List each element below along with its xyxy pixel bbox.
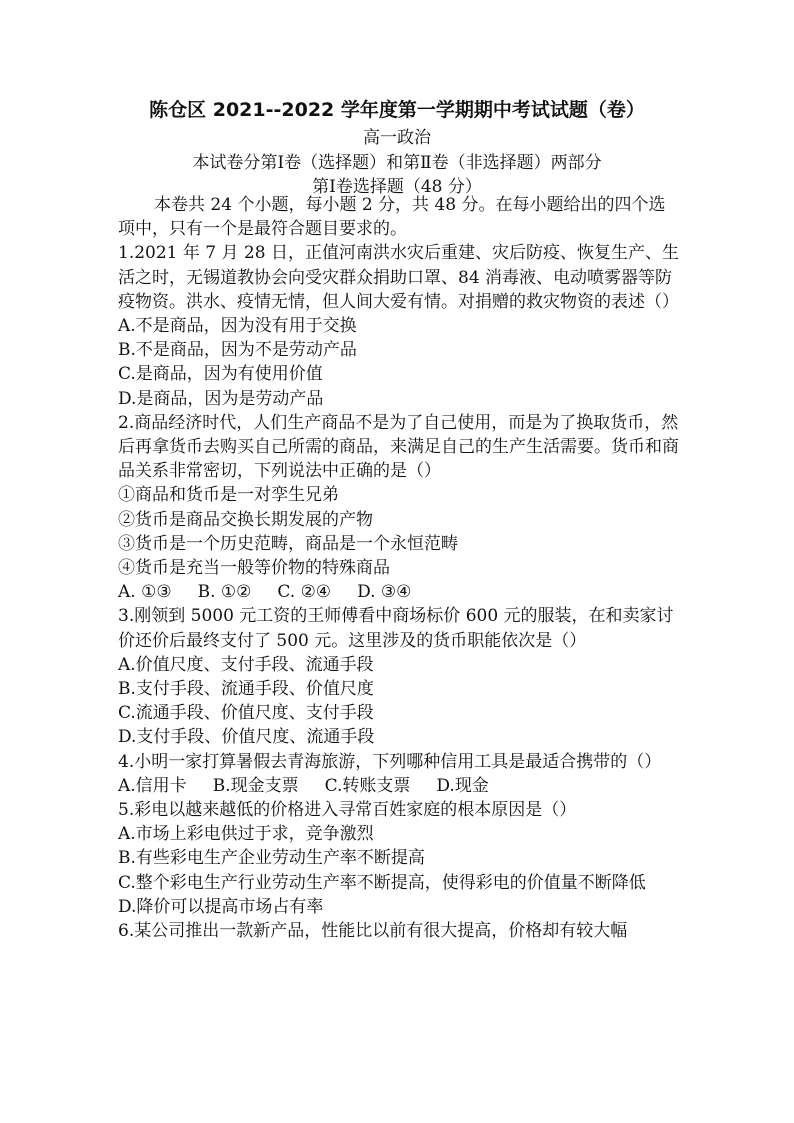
exam-structure-note: 本试卷分第Ⅰ卷（选择题）和第Ⅱ卷（非选择题）两部分 <box>192 153 602 173</box>
question-2-option-b: B. ①② <box>197 582 252 603</box>
question-3-option-c: C.流通手段、价值尺度、支付手段 <box>118 703 374 724</box>
question-4-stem: 4.小明一家打算暑假去青海旅游，下列哪种信用工具是最适合携带的（） <box>118 751 662 772</box>
section-title: 第Ⅰ卷选择题（48 分） <box>312 177 482 197</box>
question-5-option-a: A.市场上彩电供过于求，竞争激烈 <box>118 824 374 845</box>
question-3-stem: 3.刚领到 5000 元工资的王师傅看中商场标价 600 元的服装，在和卖家讨价还价后最终支付了 500 元。这里涉及的货币职能依次是（） <box>118 606 674 651</box>
question-2-statement-3: ③货币是一个历史范畴，商品是一个永恒范畴 <box>118 533 458 554</box>
question-5-stem: 5.彩电以越来越低的价格进入寻常百姓家庭的根本原因是（） <box>118 800 577 821</box>
question-2-option-a: A. ①③ <box>118 582 172 603</box>
question-1-option-d: D.是商品，因为是劳动产品 <box>118 388 324 409</box>
question-4-option-b: B.现金支票 <box>212 775 299 796</box>
question-2-option-c: C. ②④ <box>277 582 332 603</box>
exam-subject: 高一政治 <box>363 128 431 148</box>
question-4-option-a: A.信用卡 <box>118 775 187 796</box>
question-5-option-b: B.有些彩电生产企业劳动生产率不断提高 <box>118 848 425 869</box>
question-2-statement-1: ①商品和货币是一对孪生兄弟 <box>118 485 339 506</box>
question-5-option-c: C.整个彩电生产行业劳动生产率不断提高，使得彩电的价值量不断降低 <box>118 872 646 893</box>
question-3-option-b: B.支付手段、流通手段、价值尺度 <box>118 679 374 700</box>
question-1-option-a: A.不是商品，因为没有用于交换 <box>118 316 357 337</box>
question-6-stem: 6.某公司推出一款新产品，性能比以前有很大提高，价格却有较大幅 <box>118 921 628 942</box>
question-list <box>118 193 680 943</box>
question-4-option-d: D.现金 <box>436 775 489 796</box>
question-2-options <box>118 580 680 604</box>
question-2-statement-4: ④货币是充当一般等价物的特殊商品 <box>118 558 390 579</box>
question-3-option-d: D.支付手段、价值尺度、流通手段 <box>118 727 375 748</box>
question-4-option-c: C.转账支票 <box>324 775 411 796</box>
question-1-option-c: C.是商品，因为有使用价值 <box>118 364 323 385</box>
question-4-options <box>118 774 680 798</box>
question-3-option-a: A.价值尺度、支付手段、流通手段 <box>118 654 374 675</box>
question-1-option-b: B.不是商品，因为不是劳动产品 <box>118 340 357 361</box>
question-2-statement-2: ②货币是商品交换长期发展的产物 <box>118 509 373 530</box>
question-1-stem: 1.2021 年 7 月 28 日，正值河南洪水灾后重建、灾后防疫、恢复生产、生活之时，无锡道教协会向受灾群众捐助口罩、84 消毒液、电动喷雾器等防疫物资。洪水、疫情无情，但人间大爱有情。对捐赠的救灾物资的表述（） <box>118 243 679 312</box>
question-5-option-d: D.降价可以提高市场占有率 <box>118 896 324 917</box>
question-2-option-d: D. ③④ <box>357 582 412 603</box>
section-instructions: 本卷共 24 个小题，每小题 2 分，共 48 分。在每小题给出的四个选项中，只有一个是最符合题目要求的。 <box>118 195 666 240</box>
question-2-stem: 2.商品经济时代，人们生产商品不是为了自己使用，而是为了换取货币，然后再拿货币去购买自己所需的商品，来满足自己的生产生活需要。货币和商品关系非常密切，下列说法中正确的是（） <box>118 412 679 482</box>
exam-title: 陈仓区 2021--2022 学年度第一学期期中考试试题（卷） <box>149 99 645 121</box>
